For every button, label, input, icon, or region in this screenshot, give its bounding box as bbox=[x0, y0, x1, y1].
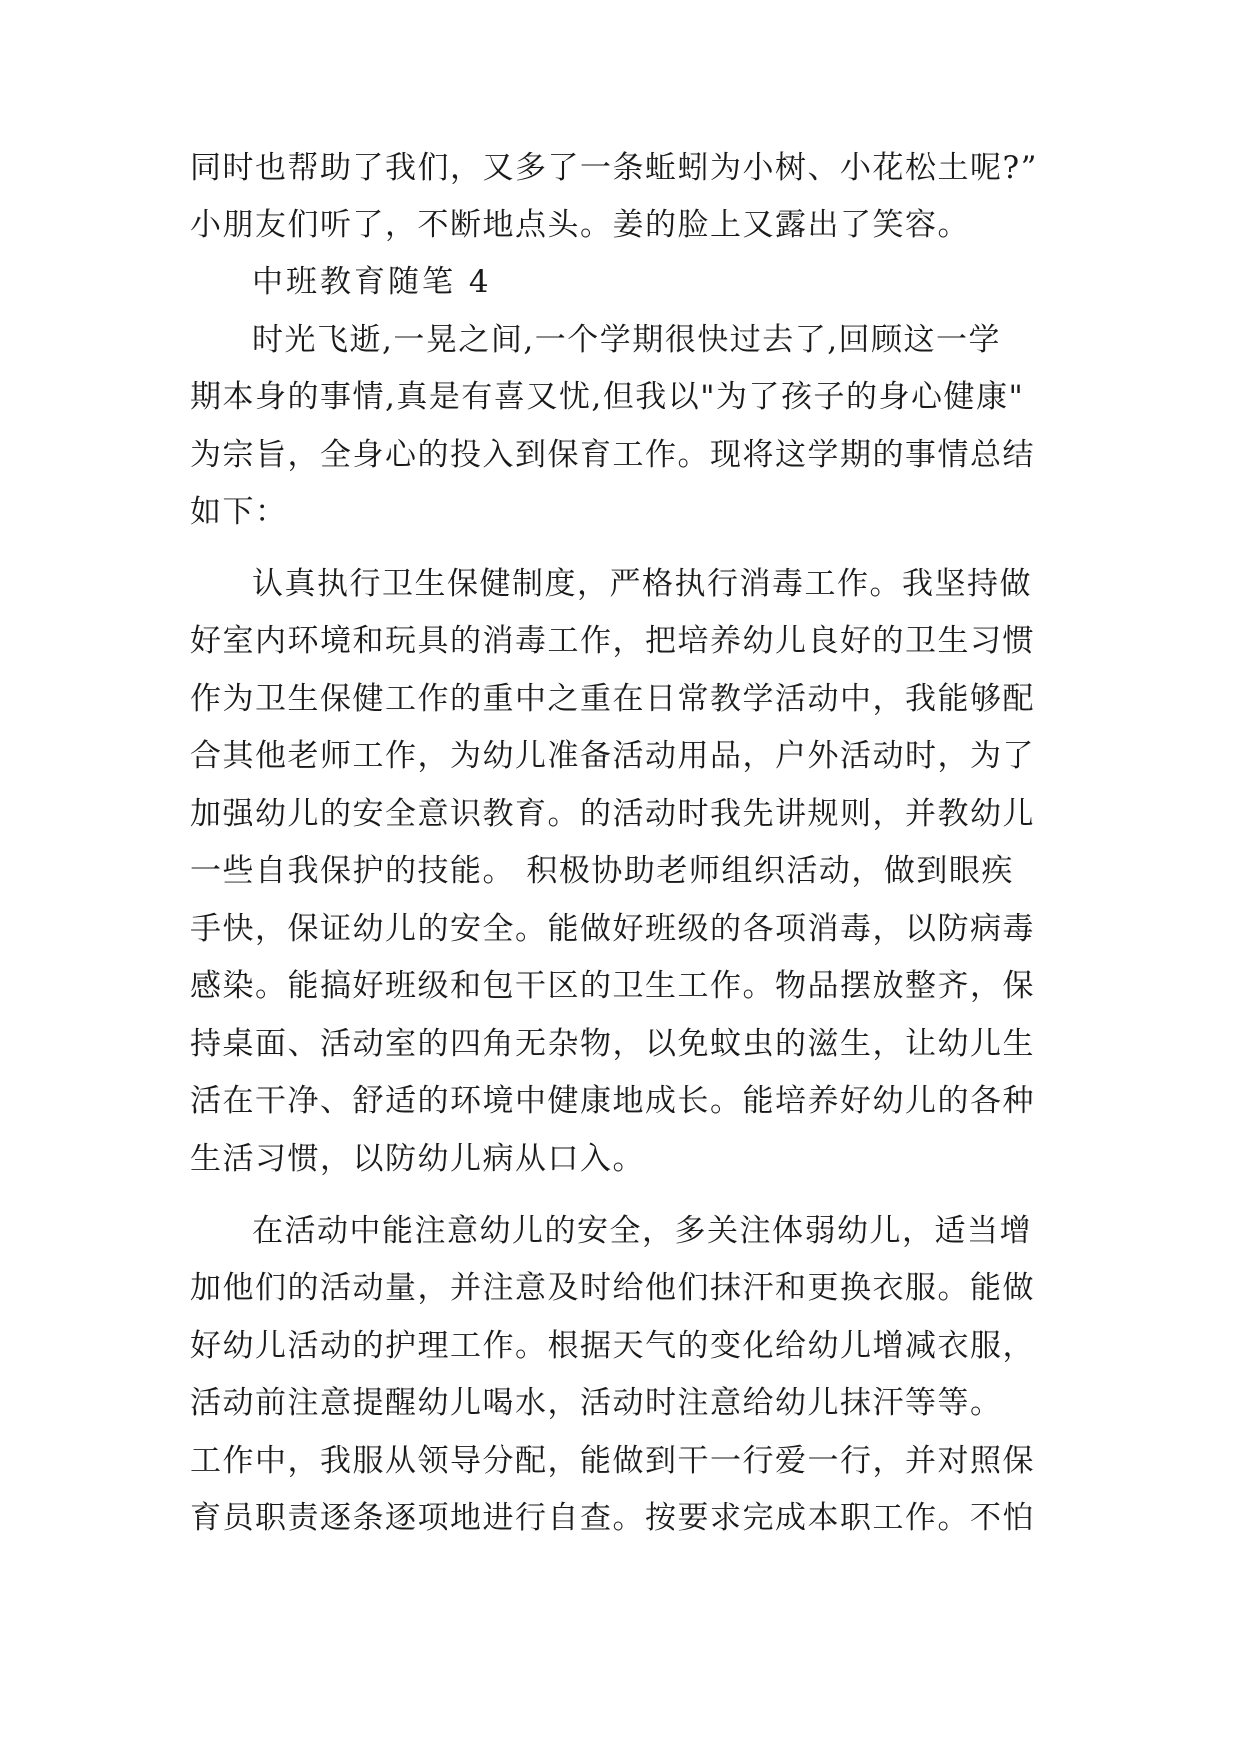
text-line: 育员职责逐条逐项地进行自查。按要求完成本职工作。不怕 bbox=[190, 1500, 1035, 1536]
text-line: 为宗旨，全身心的投入到保育工作。现将这学期的事情总结 bbox=[190, 437, 1035, 473]
text-line: 生活习惯，以防幼儿病从口入。 bbox=[190, 1141, 645, 1177]
text-line: 一些自我保护的技能。 积极协助老师组织活动，做到眼疾 bbox=[190, 853, 1014, 889]
text-line: 持桌面、活动室的四角无杂物，以免蚊虫的滋生，让幼儿生 bbox=[190, 1026, 1035, 1062]
text-line: 加他们的活动量，并注意及时给他们抹汗和更换衣服。能做 bbox=[190, 1270, 1035, 1306]
text-line: 好幼儿活动的护理工作。根据天气的变化给幼儿增减衣服， bbox=[190, 1328, 1035, 1364]
text-line: 合其他老师工作，为幼儿准备活动用品，户外活动时，为了 bbox=[190, 738, 1035, 774]
text-line: 加强幼儿的安全意识教育。的活动时我先讲规则，并教幼儿 bbox=[190, 796, 1035, 832]
text-line: 期本身的事情,真是有喜又忧,但我以"为了孩子的身心健康" bbox=[190, 379, 1025, 415]
text-line: 好室内环境和玩具的消毒工作，把培养幼儿良好的卫生习惯 bbox=[190, 623, 1035, 659]
text-line: 感染。能搞好班级和包干区的卫生工作。物品摆放整齐，保 bbox=[190, 968, 1035, 1004]
text-line: 作为卫生保健工作的重中之重在日常教学活动中，我能够配 bbox=[190, 681, 1035, 717]
text-line: 认真执行卫生保健制度，严格执行消毒工作。我坚持做 bbox=[252, 566, 1032, 602]
text-line: 活动前注意提醒幼儿喝水，活动时注意给幼儿抹汗等等。 bbox=[190, 1385, 1003, 1421]
text-line: 活在干净、舒适的环境中健康地成长。能培养好幼儿的各种 bbox=[190, 1083, 1035, 1119]
text-line: 在活动中能注意幼儿的安全，多关注体弱幼儿，适当增 bbox=[252, 1213, 1032, 1249]
text-line: 手快，保证幼儿的安全。能做好班级的各项消毒，以防病毒 bbox=[190, 911, 1035, 947]
section-heading: 中班教育随笔 4 bbox=[252, 264, 492, 300]
text-line: 同时也帮助了我们，又多了一条蚯蚓为小树、小花松土呢?” bbox=[190, 150, 1038, 186]
text-line: 小朋友们听了，不断地点头。姜的脸上又露出了笑容。 bbox=[190, 207, 970, 243]
text-line: 工作中，我服从领导分配，能做到干一行爱一行，并对照保 bbox=[190, 1443, 1035, 1479]
text-line: 如下： bbox=[190, 494, 288, 530]
text-line: 时光飞逝,一晃之间,一个学期很快过去了,回顾这一学 bbox=[252, 322, 1002, 358]
